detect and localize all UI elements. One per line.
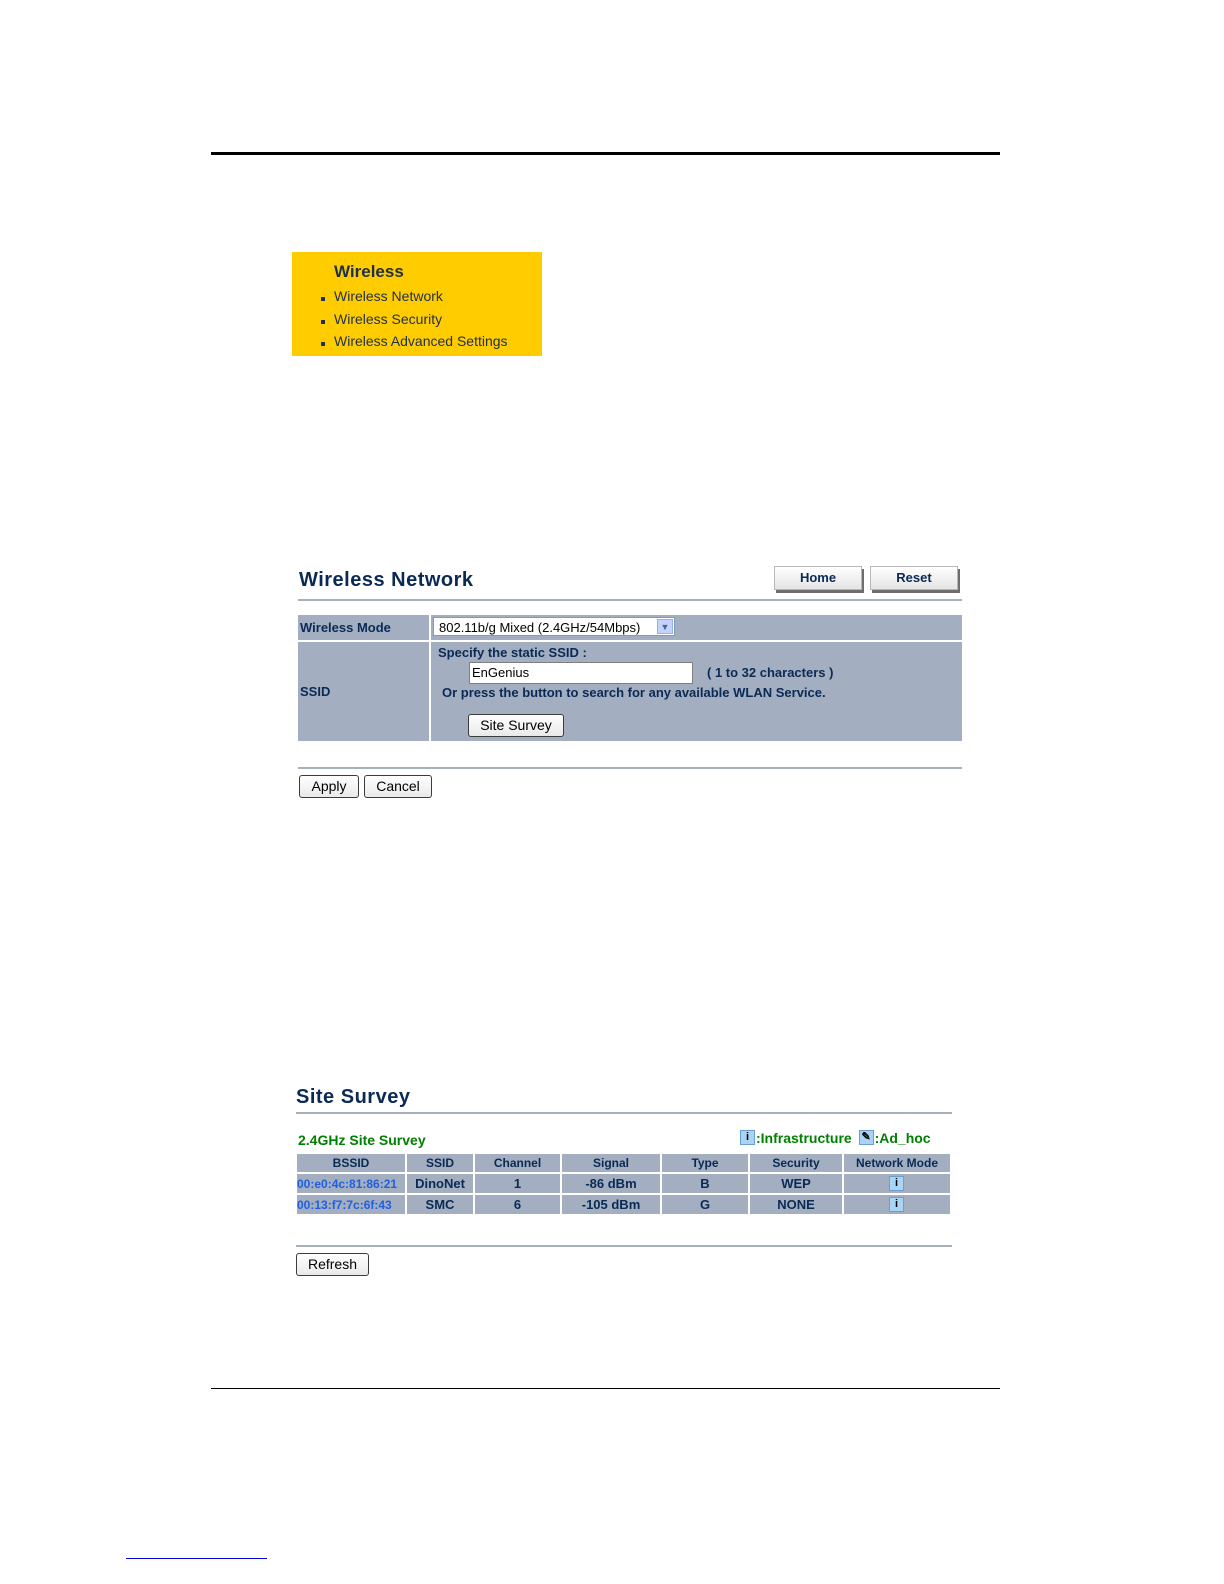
security-cell: NONE	[750, 1195, 842, 1214]
signal-cell: -86 dBm	[562, 1174, 660, 1193]
refresh-button[interactable]: Refresh	[296, 1253, 369, 1276]
table-row[interactable]	[297, 1174, 950, 1193]
site-survey-table	[295, 1152, 952, 1216]
column-header-ssid: SSID	[407, 1154, 473, 1172]
type-cell: G	[662, 1195, 748, 1214]
infrastructure-icon: i	[889, 1176, 904, 1191]
page-title: Wireless Network	[299, 569, 474, 591]
wireless-menu	[292, 252, 542, 356]
survey-prompt: Or press the button to search for any available WLAN Service.	[442, 685, 826, 700]
menu-item-wireless-advanced-settings[interactable]	[321, 333, 508, 349]
divider	[296, 1245, 952, 1247]
ad-hoc-icon: ✎	[859, 1130, 874, 1145]
column-header-network-mode: Network Mode	[844, 1154, 950, 1172]
legend-infrastructure: :Infrastructure	[756, 1130, 852, 1146]
bullet-icon	[321, 320, 325, 324]
menu-item-label: Wireless Advanced Settings	[334, 333, 508, 349]
network-mode-cell	[844, 1174, 950, 1193]
wireless-mode-select[interactable]	[433, 617, 675, 636]
infrastructure-icon: i	[740, 1130, 755, 1145]
ssid-input[interactable]: EnGenius	[469, 662, 693, 684]
infrastructure-icon: i	[889, 1197, 904, 1212]
security-cell: WEP	[750, 1174, 842, 1193]
legend-ad-hoc: :Ad_hoc	[874, 1130, 931, 1146]
ssid-label: SSID	[300, 684, 331, 699]
ssid-hint: ( 1 to 32 characters )	[707, 665, 834, 680]
ssid-cell: SMC	[407, 1195, 473, 1214]
bssid-link[interactable]: 00:e0:4c:81:86:21	[297, 1174, 405, 1193]
column-header-bssid: BSSID	[297, 1154, 405, 1172]
menu-item-wireless-security[interactable]	[321, 311, 442, 327]
divider	[298, 599, 962, 601]
chevron-down-icon[interactable]: ▼	[657, 619, 673, 634]
menu-title: Wireless	[334, 262, 404, 281]
column-header-signal: Signal	[562, 1154, 660, 1172]
network-mode-cell	[844, 1195, 950, 1214]
menu-item-label: Wireless Network	[334, 288, 443, 304]
channel-cell: 6	[475, 1195, 560, 1214]
ssid-label-cell	[298, 642, 429, 741]
site-survey-button[interactable]: Site Survey	[468, 714, 564, 737]
header-rule	[211, 152, 1000, 155]
reset-button[interactable]: Reset	[870, 566, 958, 590]
column-header-security: Security	[750, 1154, 842, 1172]
signal-cell: -105 dBm	[562, 1195, 660, 1214]
apply-button[interactable]: Apply	[299, 775, 359, 798]
ssid-cell: DinoNet	[407, 1174, 473, 1193]
wireless-mode-label: Wireless Mode	[300, 620, 391, 635]
footnote-rule	[126, 1558, 267, 1559]
column-header-type: Type	[662, 1154, 748, 1172]
site-survey-subtitle: 2.4GHz Site Survey	[298, 1132, 426, 1148]
bullet-icon	[321, 342, 325, 346]
type-cell: B	[662, 1174, 748, 1193]
site-survey-title: Site Survey	[296, 1086, 411, 1108]
wireless-mode-value: 802.11b/g Mixed (2.4GHz/54Mbps)	[439, 620, 641, 635]
footer-rule	[211, 1388, 1000, 1389]
table-row[interactable]	[297, 1195, 950, 1214]
divider	[298, 767, 962, 769]
menu-item-label: Wireless Security	[334, 311, 443, 327]
network-mode-legend	[740, 1130, 931, 1146]
wireless-mode-label-cell	[298, 615, 429, 640]
table-header-row	[297, 1154, 950, 1172]
bullet-icon	[321, 297, 325, 301]
home-button[interactable]: Home	[774, 566, 862, 590]
menu-item-wireless-network[interactable]	[321, 288, 443, 304]
ssid-prompt: Specify the static SSID :	[438, 645, 587, 660]
bssid-link[interactable]: 00:13:f7:7c:6f:43	[297, 1195, 405, 1214]
column-header-channel: Channel	[475, 1154, 560, 1172]
channel-cell: 1	[475, 1174, 560, 1193]
divider	[296, 1112, 952, 1114]
cancel-button[interactable]: Cancel	[364, 775, 432, 798]
